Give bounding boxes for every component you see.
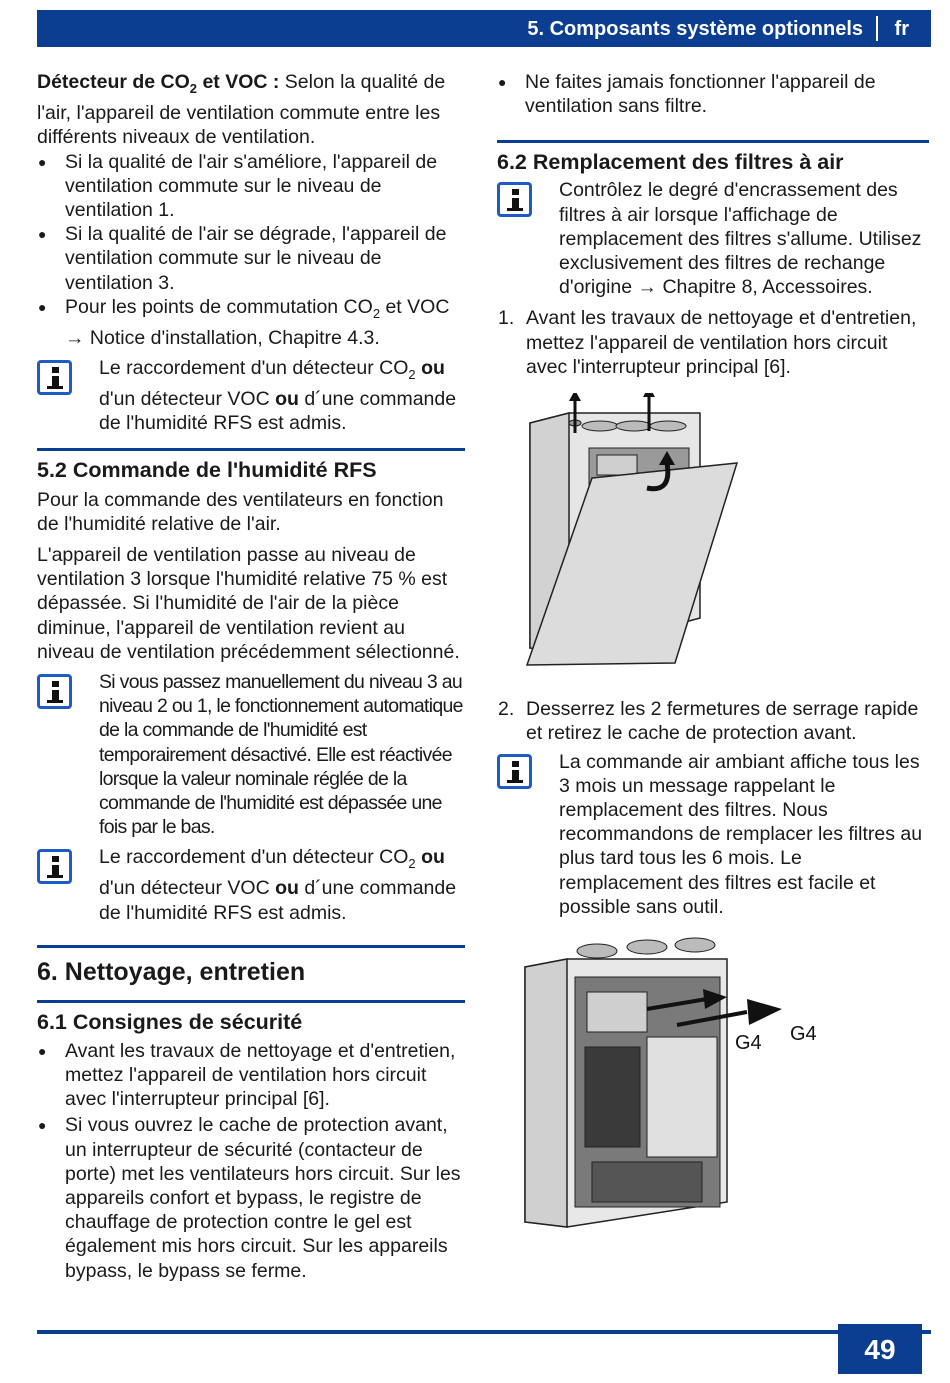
- list-item: ● Ne faites jamais fonctionner l'appareil de ventilation sans filtre.: [497, 70, 929, 118]
- rfs-paragraph-1: Pour la commande des ventilateurs en fonction de l'humidité relative de l'air.: [37, 488, 444, 535]
- page-number: 49: [838, 1324, 922, 1374]
- info-icon: [497, 182, 532, 217]
- list-item: ● Si vous ouvrez le cache de protection avant, un interrupteur de sécurité (contacteur de porte) met les ventilateurs hors circuit. Sur les appareils confort et bypass, le registre de chauffage de protection contre le gel est également mis hors circuit. Sur les appareils bypass, le bypass se ferme.: [37, 1113, 465, 1282]
- chapter-rule: [37, 945, 465, 948]
- info-note-reminder: [497, 750, 929, 919]
- rfs-paragraph-2: L'appareil de ventilation passe au niveau de ventilation 3 lorsque l'humidité relative 75 % est dépassée. Si l'humidité de l'air de la pièce diminue, l'appareil de ventilation revient au niveau de ventilation précédemment sélectionné.: [37, 543, 460, 663]
- co2-paragraph: [37, 70, 465, 150]
- filter-label-1: G4: [735, 1032, 762, 1055]
- section-heading-safety: 6.1 Consignes de sécurité: [37, 1009, 303, 1034]
- section-rule: [37, 448, 465, 451]
- header-separator: [876, 16, 878, 41]
- section-rule: [37, 1000, 465, 1003]
- steps-list-2: [497, 697, 929, 745]
- unit-filters-illustration: [497, 937, 929, 1237]
- section-heading-filters: 6.2 Remplacement des filtres à air: [497, 150, 844, 175]
- info-note-text: La commande air ambiant affiche tous les 3 mois un message rappelant le remplacement des filtres. Nous recommandons de remplacer les filtres au plus tard tous les 6 mois. Le remplacement des filtres est facile et possible sans outil.: [559, 750, 923, 918]
- info-note-text: Le raccordement d'un détecteur $CO_2$ ou d'un détecteur VOC ou d´une commande de l'humidité RFS est admis.: [99, 357, 457, 435]
- info-note-text: Le raccordement d'un détecteur $CO_2$ ou d'un détecteur VOC ou d´une commande de l'humidité RFS est admis.: [99, 846, 457, 924]
- right-column: [497, 70, 929, 1243]
- unit-open-cover-illustration: [497, 393, 929, 683]
- info-icon: [37, 849, 72, 884]
- info-icon: [497, 754, 532, 789]
- info-icon: [37, 674, 72, 709]
- list-item: ● Si la qualité de l'air se dégrade, l'appareil de ventilation commute sur le niveau de ventilation 3.: [37, 222, 465, 295]
- steps-list-1: [497, 306, 929, 379]
- co2-text: Selon la qualité de l'air, l'appareil de ventilation commute entre les différents niveaux de ventilation.: [37, 71, 446, 149]
- footer-rule: [37, 1330, 931, 1334]
- figure-open-cover: [497, 393, 929, 689]
- co2-title: Détecteur de $CO_2$ et VOC :: [37, 71, 280, 96]
- list-item: 2. Desserrez les 2 fermetures de serrage rapide et retirez le cache de protection avant.: [498, 698, 919, 745]
- info-note-rfs: [37, 670, 465, 839]
- section-heading-rfs: 5.2 Commande de l'humidité RFS: [37, 457, 377, 482]
- info-note-sensor-2: [37, 845, 465, 925]
- top-bullets: [497, 70, 929, 118]
- co2-bullets: [37, 150, 465, 351]
- info-note-text: Si vous passez manuellement du niveau 3 au niveau 2 ou 1, le fonctionnement automatique de la commande de l'humidité est temporairement désactivé. Elle est réactivée lorsque la valeur nominale réglée de la commande de l'humidité est dépassée une fois par le bas.: [99, 670, 463, 839]
- section-rule: [497, 140, 929, 143]
- list-item: 1. Avant les travaux de nettoyage et d'entretien, mettez l'appareil de ventilation hors circuit avec l'interrupteur principal [6].: [498, 307, 917, 378]
- figure-filters: [497, 937, 929, 1243]
- safety-bullets: [37, 1039, 465, 1283]
- info-note-filters: [497, 178, 929, 299]
- language-label: fr: [894, 18, 909, 40]
- info-icon: [37, 360, 72, 395]
- list-item: ● Avant les travaux de nettoyage et d'entretien, mettez l'appareil de ventilation hors circuit avec l'interrupteur principal [6].: [37, 1039, 465, 1112]
- list-item: ● Si la qualité de l'air s'améliore, l'appareil de ventilation commute sur le niveau de ventilation 1.: [37, 150, 465, 223]
- header-bar: [37, 10, 931, 47]
- list-item: ● Pour les points de commutation $CO_2$ et VOC → Notice d'installation, Chapitre 4.3.: [37, 295, 465, 350]
- info-note-sensor: [37, 356, 465, 436]
- left-column: [37, 70, 465, 1283]
- info-note-text: Contrôlez le degré d'encrassement des filtres à air lorsque l'affichage de remplacement des filtres s'allume. Utilisez exclusivement des filtres de rechange d'origine → Chapitre 8, Accessoires.: [559, 179, 922, 299]
- chapter-heading: 6. Nettoyage, entretien: [37, 957, 306, 986]
- header-title: 5. Composants système optionnels: [527, 18, 863, 40]
- filter-label-2: G4: [790, 1023, 817, 1046]
